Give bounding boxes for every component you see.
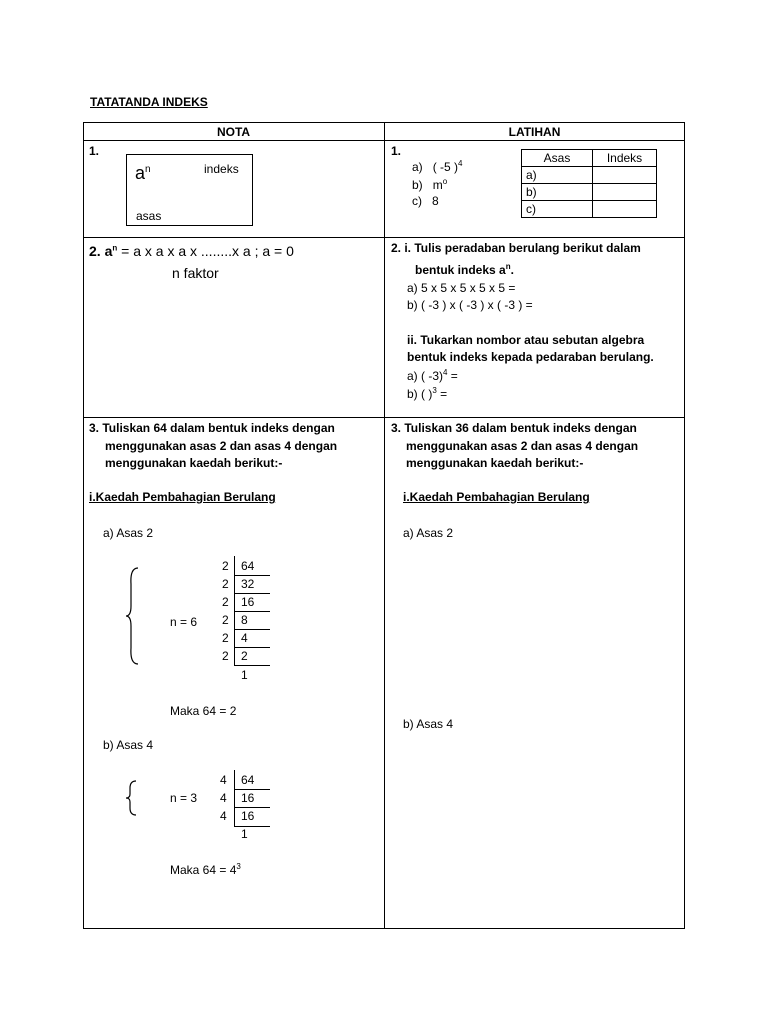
row2-divider — [83, 417, 685, 418]
maka-asas4: Maka $64 = 4^3$ — [170, 862, 241, 877]
latihan-1-item-a: a) ( -5 )$^4$ — [412, 159, 463, 174]
row1-divider — [83, 237, 685, 238]
mini-answer-cell[interactable] — [593, 201, 657, 218]
division-underline — [234, 611, 270, 612]
latihan-2i-a: a) 5 x 5 x 5 x 5 x 5 = — [407, 281, 516, 295]
division-bar — [234, 770, 235, 827]
latihan-1-item-b: b) $m^o$ — [412, 177, 448, 192]
mini-answer-cell[interactable] — [593, 184, 657, 201]
latihan-kaedah-heading: i.Kaedah Pembahagian Berulang — [403, 490, 590, 504]
left-brace-icon — [124, 779, 138, 817]
latihan-2ii-line2: bentuk indeks kepada pedaraban berulang. — [407, 350, 654, 364]
divisor: 4 — [220, 791, 227, 805]
latihan-1-number: 1. — [391, 144, 402, 158]
latihan-2ii-line1: ii. Tukarkan nombor atau sebutan algebra — [407, 333, 645, 347]
latihan-3-line3: menggunakan kaedah berikut:- — [406, 456, 584, 470]
divisor: 4 — [220, 809, 227, 823]
dividend: 64 — [241, 773, 255, 787]
division-underline — [234, 629, 270, 630]
nota-asas4-label: b) Asas 4 — [103, 738, 154, 752]
dividend: 8 — [241, 613, 248, 627]
divisor: 4 — [220, 773, 227, 787]
divisor: 2 — [222, 595, 229, 609]
n-faktor-label: n faktor — [172, 265, 219, 281]
divisor: 2 — [222, 559, 229, 573]
asas-label: asas — [136, 209, 162, 223]
division-underline — [234, 789, 270, 790]
header-latihan: LATIHAN — [508, 125, 561, 139]
column-divider — [384, 122, 385, 929]
dividend: 64 — [241, 559, 255, 573]
latihan-2ii-a: a) ( -3)$^4$ = — [407, 368, 458, 383]
nota-3-line3: menggunakan kaedah berikut:- — [105, 456, 283, 470]
mini-header-indeks: Indeks — [593, 150, 657, 167]
nota-3-line1: 3. Tuliskan 64 dalam bentuk indeks dengan — [89, 421, 335, 435]
division-underline — [234, 665, 270, 666]
latihan-3-line2: menggunakan asas 2 dan asas 4 dengan — [406, 439, 639, 453]
latihan-asas2-label: a) Asas 2 — [403, 526, 454, 540]
nota-kaedah-heading: i.Kaedah Pembahagian Berulang — [89, 490, 276, 504]
mini-answer-cell[interactable] — [593, 167, 657, 184]
divisor: 2 — [222, 631, 229, 645]
header-nota: NOTA — [216, 125, 251, 139]
dividend: 4 — [241, 631, 248, 645]
latihan-2i-b: b) ( -3 ) x ( -3 ) x ( -3 ) = — [407, 298, 533, 312]
nota-asas2-label: a) Asas 2 — [103, 526, 154, 540]
divisor: 2 — [222, 613, 229, 627]
latihan-1-item-c: c) 8 — [412, 194, 439, 208]
divisor: 2 — [222, 577, 229, 591]
dividend: 16 — [241, 809, 255, 823]
left-brace-icon — [124, 566, 140, 666]
nota-1-number: 1. — [89, 144, 100, 158]
latihan-2i-line2: bentuk indeks $a^n$. — [415, 262, 514, 277]
division-underline — [234, 647, 270, 648]
asas-indeks-table — [521, 149, 657, 218]
dividend: 2 — [241, 649, 248, 663]
nota-3-line2: menggunakan asas 2 dan asas 4 dengan — [105, 439, 338, 453]
dividend: 16 — [241, 595, 255, 609]
base-symbol: $a^n$ — [135, 163, 151, 183]
mini-row-label: b) — [522, 184, 593, 201]
division-underline — [234, 807, 270, 808]
n3-label: n = 3 — [170, 791, 198, 805]
latihan-2i-line1: 2. i. Tulis peradaban berulang berikut dalam — [391, 241, 641, 255]
nota-2-definition: 2. $a^n = a$ x a x a x ........x a ; a = 0 — [89, 243, 294, 259]
division-underline — [234, 826, 270, 827]
division-underline — [234, 575, 270, 576]
remainder: 1 — [241, 827, 248, 841]
latihan-asas4-label: b) Asas 4 — [403, 717, 454, 731]
mini-row-label: c) — [522, 201, 593, 218]
division-underline — [234, 593, 270, 594]
latihan-2ii-b: b) ( )$^3$ = — [407, 386, 448, 401]
remainder: 1 — [241, 668, 248, 682]
page-title: TATATANDA INDEKS — [90, 95, 208, 109]
latihan-3-line1: 3. Tuliskan 36 dalam bentuk indeks dengan — [391, 421, 637, 435]
mini-header-asas: Asas — [522, 150, 593, 167]
n6-label: n = 6 — [170, 615, 198, 629]
header-divider — [83, 140, 685, 141]
maka-asas2: Maka 64 = 2 — [170, 704, 237, 718]
dividend: 16 — [241, 791, 255, 805]
mini-row-label: a) — [522, 167, 593, 184]
indeks-label: indeks — [204, 162, 239, 176]
divisor: 2 — [222, 649, 229, 663]
dividend: 32 — [241, 577, 255, 591]
